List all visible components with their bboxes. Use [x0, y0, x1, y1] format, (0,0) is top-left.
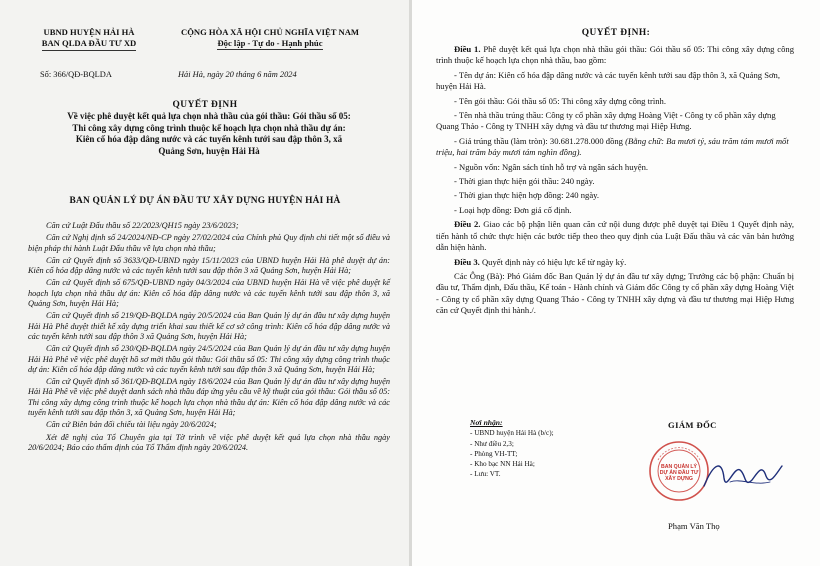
document-number: Số: 366/QĐ-BQLDA: [40, 70, 112, 79]
article-item: - Nguồn vốn: Ngân sách tỉnh hỗ trợ và ngân sách huyện.: [454, 161, 649, 172]
legal-basis-item: Căn cứ Luật Đấu thầu số 22/2023/QH15 ngày 23/6/2023;: [46, 221, 239, 230]
article-2-text: Giao các bộ phận liên quan căn cứ nội dung được phê duyệt tại Điều 1 Quyết định này, tiến hành tổ chức thực hiện các bước tiếp theo theo quy định của Luật Đấu thầu và các văn bản hướng dẫn hiện hành.: [436, 219, 794, 253]
nation-line-1: CỘNG HÒA XÃ HỘI CHỦ NGHĨA VIỆT NAM: [180, 27, 360, 37]
legal-basis-item: Căn cứ Quyết định số 675/QĐ-UBND ngày 04/3/2024 của UBND huyện Hải Hà về việc phê duyệt kế hoạch lựa chọn nhà thầu dự án: Kiên cố hóa đập dâng nước và các tuyến kênh tưới sau đập thôn 3, xã Quảng Sơn, huyện Hải Hà;: [28, 278, 390, 309]
org-line-2: BAN QLDA ĐẦU TƯ XD: [42, 38, 137, 51]
legal-basis-item: Xét đề nghị của Tổ Chuyên gia tại Tờ trình về việc phê duyệt kết quả lựa chọn nhà thầu ngày 20/6/2024; Báo cáo thẩm định của Tổ Thẩm định ngày 20/6/2024.: [28, 432, 390, 452]
subject-line: Kiên cố hóa đập dâng nước và các tuyến kênh tưới sau đập thôn 3, xã: [75, 134, 343, 145]
article-1: [436, 44, 794, 67]
recipients-label: Nơi nhận:: [470, 418, 503, 427]
article-item: - Tên nhà thầu trúng thầu: Công ty cổ phần xây dựng Hoàng Việt - Công ty cổ phần xây dựng Quang Thảo - Công ty TNHH xây dựng và đầu tư thương mại Hiệp Hưng.: [436, 110, 776, 132]
decision-title: QUYẾT ĐỊNH: [172, 100, 238, 110]
article-2: [436, 219, 794, 253]
svg-text:BAN QUẢN LÝ: BAN QUẢN LÝ: [660, 464, 698, 470]
director-title: GIÁM ĐỐC: [668, 420, 717, 430]
recipient-item: - Phòng VH-TT;: [470, 449, 518, 458]
signature: [700, 452, 786, 500]
decision-body: [436, 44, 794, 320]
decision-heading: QUYẾT ĐỊNH:: [581, 28, 651, 38]
recipients-block: [470, 418, 554, 480]
article-3-label: Điều 3.: [454, 256, 480, 267]
legal-basis-item: Căn cứ Quyết định số 230/QĐ-BQLDA ngày 24/5/2024 của Ban Quản lý dự án đầu tư xây dựng huyện Hải Hà Phê về việc phê duyệt hồ sơ mời thầu gói thầu: Gói thầu số 05: Thi công xây dựng công trình thuộc dự án: Kiên cố hóa đập dâng nước và các tuyến kênh tưới sau đập thôn 3 xã Quảng Sơn, huyện Hải Hà;: [28, 344, 390, 374]
svg-text:XÂY DỰNG: XÂY DỰNG: [665, 476, 693, 482]
org-line-1: UBND HUYỆN HẢI HÀ: [43, 27, 135, 37]
recipient-item: - Lưu: VT.: [470, 470, 501, 479]
legal-basis-item: Căn cứ Quyết định số 3633/QĐ-UBND ngày 15/11/2023 của UBND huyện Hải Hà phê duyệt dự án: Kiên cố hóa đập dâng nước và các tuyến kênh tưới sau đập thôn 3 xã Quảng Sơn, huyện Hải Hà;: [28, 255, 390, 276]
authority-heading: BAN QUẢN LÝ DỰ ÁN ĐẦU TƯ XÂY DỰNG HUYỆN HẢI HÀ: [69, 196, 341, 206]
subject-line: Thi công xây dựng công trình thuộc kế hoạch lựa chọn nhà thầu dự án:: [72, 122, 346, 133]
recipient-item: - UBND huyện Hải Hà (b/c);: [470, 429, 554, 438]
article-3: [436, 257, 794, 268]
nation-motto: Độc lập - Tự do - Hạnh phúc: [217, 38, 323, 48]
decision-subject: [24, 111, 394, 157]
article-1-label: Điều 1.: [454, 44, 481, 54]
national-header: [150, 27, 390, 49]
contract-price: [436, 136, 794, 159]
subject-line: Về việc phê duyệt kết quả lựa chọn nhà thầu của gói thầu: Gói thầu số 05:: [67, 111, 351, 121]
article-item: - Tên gói thầu: Gói thầu số 05: Thi công xây dựng công trình.: [454, 95, 666, 106]
article-2-label: Điều 2.: [454, 219, 481, 230]
article-3-text: Quyết định này có hiệu lực kể từ ngày ký.: [481, 256, 627, 267]
legal-basis-item: Căn cứ Biên bản đối chiếu tài liệu ngày 20/6/2024;: [46, 420, 217, 430]
legal-basis-item: Căn cứ Nghị định số 24/2024/NĐ-CP ngày 27/02/2024 của Chính phủ Quy định chi tiết một số điều và biện pháp thi hành Luật Đấu thầu về lựa chọn nhà thầu;: [28, 233, 390, 253]
price-value: - Giá trúng thầu (làm tròn): 30.681.278.000 đồng: [454, 135, 623, 146]
article-item: - Thời gian thực hiện gói thầu: 240 ngày.: [454, 176, 595, 187]
closing-paragraph: Các Ông (Bà): Phó Giám đốc Ban Quản lý dự án đầu tư xây dựng; Trưởng các bộ phận: Chuẩn bị đầu tư, Thẩm định, Đấu thầu, Kế toán - Hành chính và Giám đốc Công ty cổ phần xây dựng Hoàng Việt - Công ty cổ phần xây dựng Quang Thảo - Công ty TNHH xây dựng và đầu tư thương mại Hiệp Hưng căn cứ Quyết định thi hành./.: [436, 270, 794, 316]
recipient-item: - Như điều 2,3;: [470, 439, 514, 448]
legal-basis-item: Căn cứ Quyết định số 361/QĐ-BQLDA ngày 18/6/2024 của Ban Quản lý dự án đầu tư xây dựng huyện Hải Hà Phê về việc phê duyệt danh sách nhà thầu đáp ứng yêu cầu về kỹ thuật của gói thầu: Gói thầu số 05: Thi công xây dựng công trình thuộc kế hoạch lựa chọn nhà thầu dự án: Kiên cố hóa đập dâng nước và các tuyến kênh tưới sau đập thôn 3, xã Quảng Sơn, huyện Hải Hà;: [28, 377, 390, 418]
subject-line: Quảng Sơn, huyện Hải Hà: [158, 145, 260, 156]
article-item: - Thời gian thực hiện hợp đồng: 240 ngày.: [454, 190, 600, 201]
issuing-organization: [30, 27, 148, 51]
signer-name: Phạm Văn Thọ: [668, 521, 720, 531]
article-item: - Tên dự án: Kiên cố hóa đập dâng nước và các tuyến kênh tưới sau đập thôn 3, xã Quảng Sơn, huyện Hải Hà.: [436, 69, 780, 92]
article-item: - Loại hợp đồng: Đơn giá cố định.: [454, 204, 572, 215]
article-1-text: Phê duyệt kết quả lựa chọn nhà thầu gói thầu: Gói thầu số 05: Thi công xây dựng công trình thuộc kế hoạch lựa chọn nhà thầu, bao gồm:: [436, 44, 795, 66]
place-date: Hải Hà, ngày 20 tháng 6 năm 2024: [178, 70, 297, 79]
legal-basis-list: [28, 221, 390, 455]
svg-text:DỰ ÁN ĐẦU TƯ: DỰ ÁN ĐẦU TƯ: [659, 470, 699, 476]
recipient-item: - Kho bạc NN Hải Hà;: [470, 460, 535, 469]
legal-basis-item: Căn cứ Quyết định số 219/QĐ-BQLDA ngày 20/5/2024 của Ban Quản lý dự án đầu tư xây dựng huyện Hải Hà Phê duyệt thiết kế xây dựng triển khai sau thiết kế cơ sở công trình: Kiên cố hóa đập dâng nước và các tuyến kênh tưới sau đập thôn 3 xã Quảng Sơn, huyện Hải Hà;: [28, 311, 390, 341]
price-in-words: (Bằng chữ: Ba mươi tỷ, sáu trăm tám mươi mốt triệu, hai trăm bảy mươi tám nghìn đồng).: [436, 135, 789, 158]
